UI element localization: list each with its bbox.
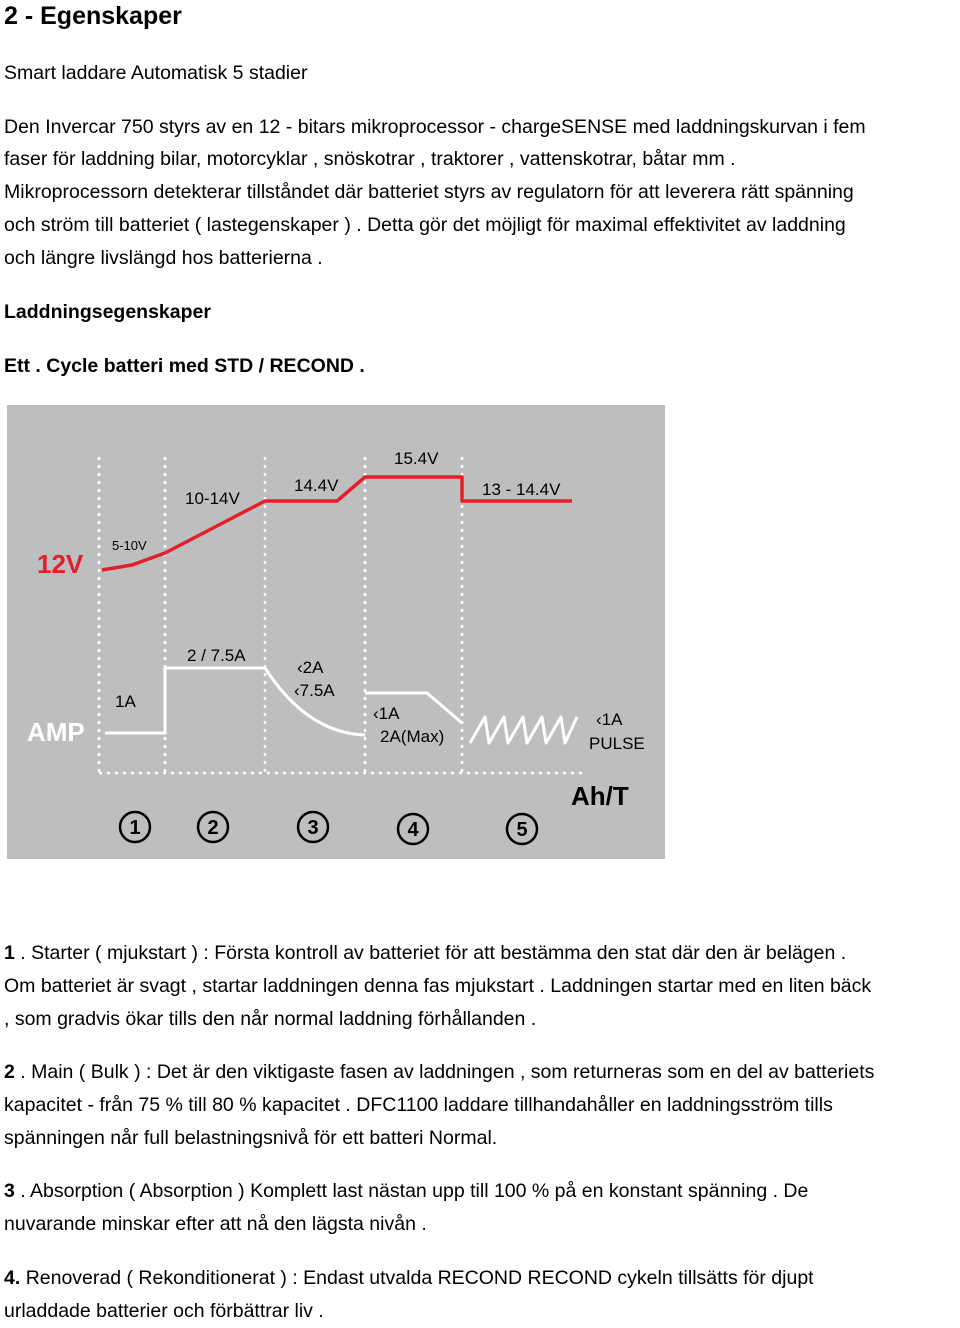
amp-axis-label: AMP (27, 717, 85, 747)
current-label: 2A(Max) (380, 727, 445, 746)
stage-number-label: 2 (4, 1061, 15, 1083)
stage-description: 3 . Absorption ( Absorption ) Komplett last nästan upp till 100 % på en konstant spänning . De (4, 1180, 809, 1202)
section-heading: Laddningsegenskaper (4, 301, 211, 323)
voltage-label: 15.4V (394, 449, 439, 468)
stage-text: Main ( Bulk ) : Det är den viktigaste fasen av laddningen , som returneras som en del av batteriets (31, 1061, 875, 1083)
charging-curve-diagram (7, 405, 665, 859)
stage-number: 3 (307, 817, 319, 839)
stage-text: Renoverad ( Rekonditionerat ) : Endast utvalda RECOND RECOND cykeln tillsätts för djupt (25, 1267, 814, 1289)
charging-curve-svg (7, 405, 665, 859)
intro-line: och längre livslängd hos batterierna . (4, 247, 323, 269)
current-label: ‹1A (596, 710, 623, 729)
stage-description: 2 . Main ( Bulk ) : Det är den viktigaste fasen av laddningen , som returneras som en del av batteriets (4, 1061, 875, 1083)
stage-description (4, 1262, 958, 1295)
stage-text: Absorption ( Absorption ) Komplett last nästan upp till 100 % på en konstant spänning . De (30, 1180, 809, 1202)
current-label: 1A (115, 692, 136, 711)
stage-number-label: 3 (4, 1180, 15, 1202)
voltage-label: 14.4V (294, 476, 339, 495)
stage-text: Starter ( mjukstart ) : Första kontroll av batteriet för att bestämma den stat där den är belägen . (31, 942, 847, 964)
intro-line: Den Invercar 750 styrs av en 12 - bitars mikroprocessor - chargeSENSE med laddningskurvan i fem (4, 116, 866, 138)
stage-text: spänningen når full belastningsnivå för ett batteri Normal. (4, 1127, 498, 1149)
voltage-label: 5-10V (112, 538, 147, 553)
stage-text: urladdade batterier och förbättrar liv . (4, 1300, 324, 1322)
intro-line: faser för laddning bilar, motorcyklar , snöskotrar , traktorer , vattenskotrar, båtar mm . (4, 148, 736, 170)
current-label: ‹2A (297, 658, 324, 677)
stage-text: kapacitet - från 75 % till 80 % kapacitet . DFC1100 laddare tillhandahåller en laddningsström tills (4, 1094, 833, 1116)
page-title: 2 - Egenskaper (4, 2, 182, 30)
subtitle: Smart laddare Automatisk 5 stadier (4, 62, 308, 84)
current-curve-pulse (470, 717, 577, 743)
current-label: ‹1A (373, 704, 400, 723)
stage-text: nuvarande minskar efter att nå den lägsta nivån . (4, 1213, 427, 1235)
volt-axis-label: 12V (37, 549, 84, 579)
stage-number: 1 (129, 817, 141, 839)
stage-text: , som gradvis ökar tills den når normal laddning förhållanden . (4, 1008, 537, 1030)
stage-number: 2 (207, 817, 219, 839)
stage-description: 1 . Starter ( mjukstart ) : Första kontroll av batteriet för att bestämma den stat där den är belägen . (4, 942, 847, 964)
stage-number-label: 4. (4, 1267, 21, 1289)
cycle-heading: Ett . Cycle batteri med STD / RECOND . (4, 355, 365, 377)
voltage-label: 13 - 14.4V (482, 480, 561, 499)
stage-number-label: 1 (4, 942, 15, 964)
stage-number: 5 (516, 819, 528, 841)
stage-text: Om batteriet är svagt , startar laddningen denna fas mjukstart . Laddningen startar med en liten bäck (4, 975, 872, 997)
current-label: ‹7.5A (294, 681, 335, 700)
voltage-label: 10-14V (185, 489, 240, 508)
intro-line: och ström till batteriet ( lastegenskaper ) . Detta gör det möjligt för maximal effektivitet av laddning (4, 214, 846, 236)
current-label: 2 / 7.5A (187, 646, 246, 665)
x-axis-label: Ah/T (571, 781, 629, 811)
stage-number: 4 (407, 819, 419, 841)
current-label: PULSE (589, 734, 645, 753)
current-curve-absorption (265, 668, 365, 735)
intro-line: Mikroprocessorn detekterar tillståndet där batteriet styrs av regulatorn för att leverera rätt spänning (4, 181, 854, 203)
